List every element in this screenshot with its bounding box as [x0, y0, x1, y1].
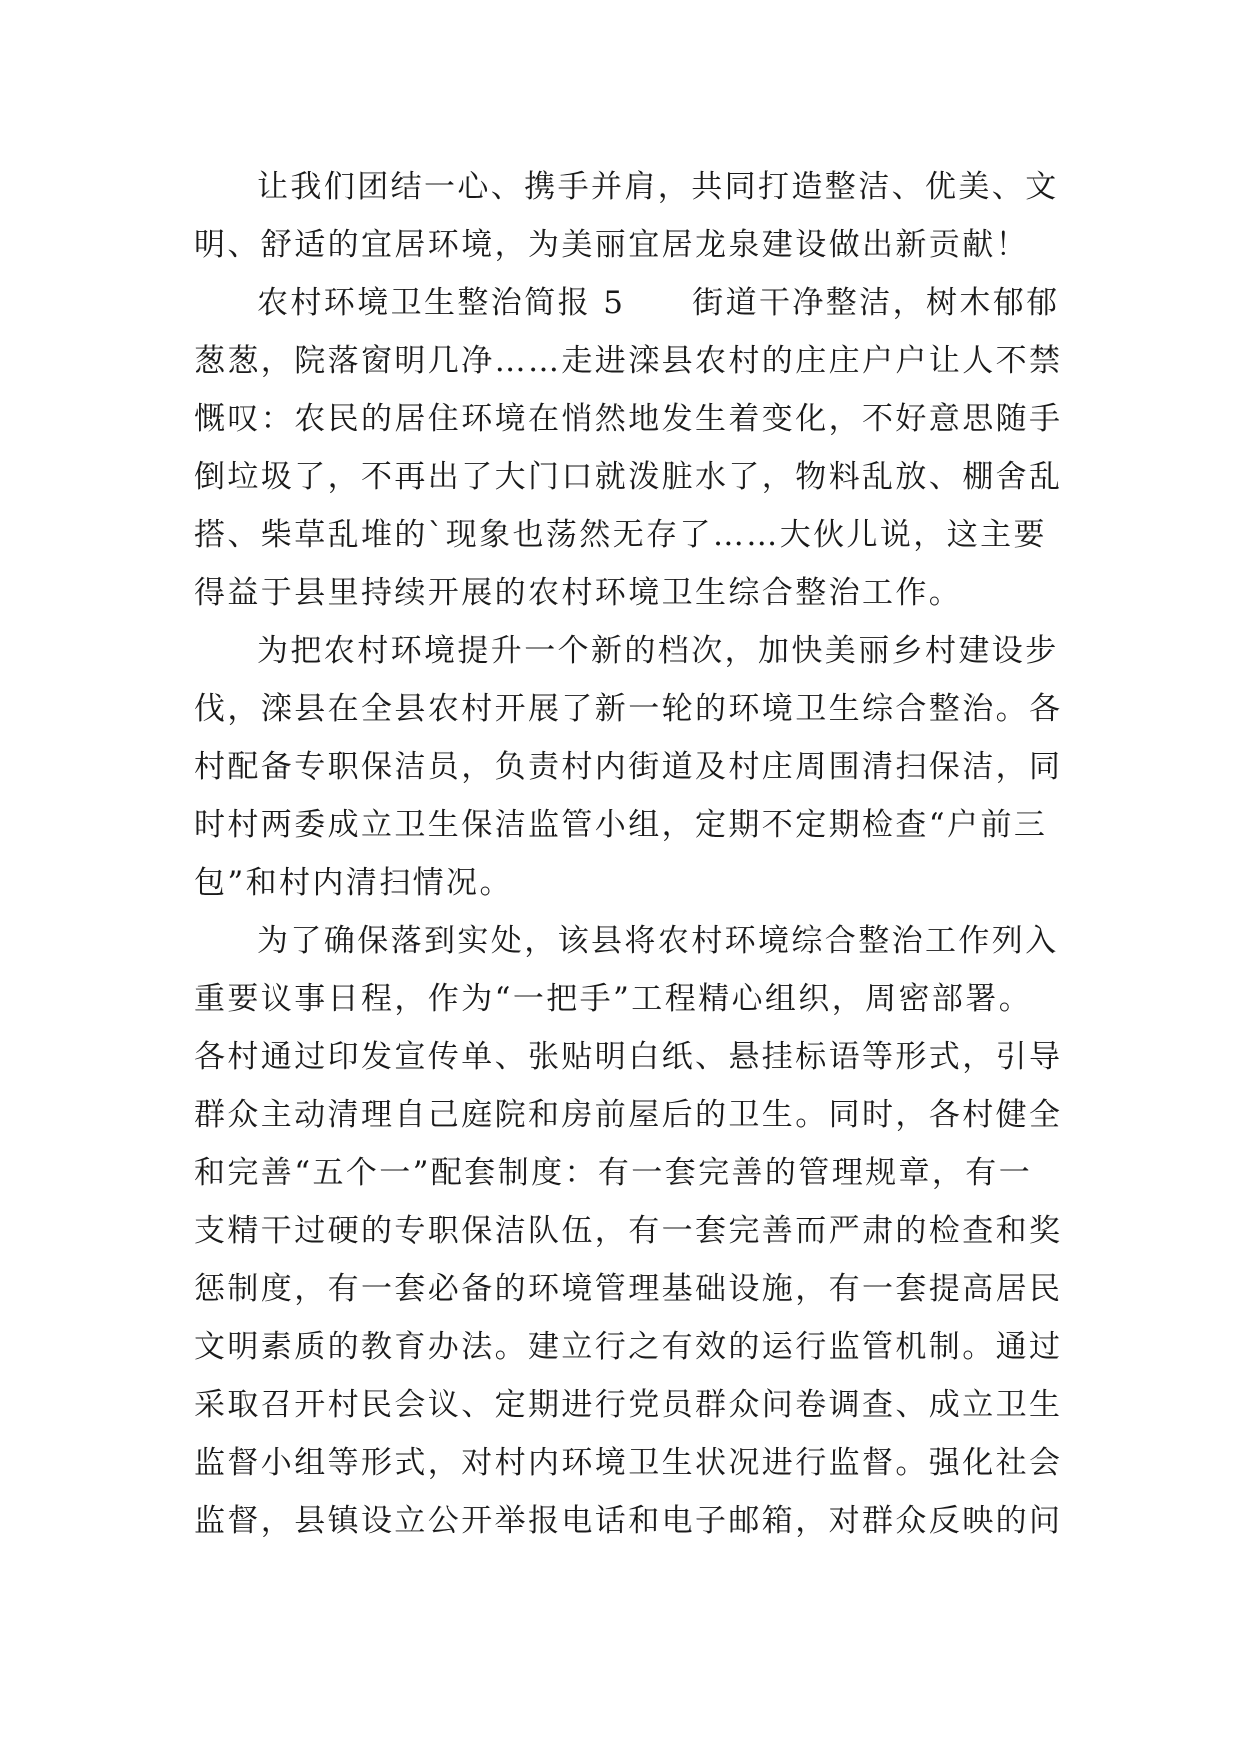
text-line: 监督，县镇设立公开举报电话和电子邮箱，对群众反映的问	[194, 1503, 1063, 1539]
text-line: 支精干过硬的专职保洁队伍，有一套完善而严肃的检查和奖	[194, 1213, 1063, 1249]
text-line: 文明素质的教育办法。建立行之有效的运行监管机制。通过	[194, 1329, 1063, 1365]
text-line: 群众主动清理自己庭院和房前屋后的卫生。同时，各村健全	[194, 1097, 1063, 1133]
text-line: 搭、柴草乱堆的`现象也荡然无存了……大伙儿说，这主要	[194, 517, 1047, 553]
text-line: 监督小组等形式，对村内环境卫生状况进行监督。强化社会	[194, 1445, 1063, 1481]
text-line: 各村通过印发宣传单、张贴明白纸、悬挂标语等形式，引导	[194, 1039, 1063, 1075]
text-line: 为了确保落到实处，该县将农村环境综合整治工作列入	[257, 923, 1059, 959]
text-line: 和完善“五个一”配套制度：有一套完善的管理规章，有一	[194, 1155, 1033, 1191]
text-line: 明、舒适的宜居环境，为美丽宜居龙泉建设做出新贡献！	[194, 227, 1029, 263]
text-line: 葱葱，院落窗明几净……走进滦县农村的庄庄户户让人不禁	[194, 343, 1063, 379]
text-line: 农村环境卫生整治简报 5 街道干净整洁，树木郁郁	[257, 285, 1060, 321]
text-line: 慨叹：农民的居住环境在悄然地发生着变化，不好意思随手	[194, 401, 1063, 437]
text-line: 惩制度，有一套必备的环境管理基础设施，有一套提高居民	[194, 1271, 1063, 1307]
text-line: 为把农村环境提升一个新的档次，加快美丽乡村建设步	[257, 633, 1059, 669]
text-line: 倒垃圾了，不再出了大门口就泼脏水了，物料乱放、棚舍乱	[194, 459, 1063, 495]
text-line: 村配备专职保洁员，负责村内街道及村庄周围清扫保洁，同	[194, 749, 1063, 785]
text-line: 得益于县里持续开展的农村环境卫生综合整治工作。	[194, 575, 963, 611]
text-line: 包”和村内清扫情况。	[194, 865, 513, 901]
text-line: 采取召开村民会议、定期进行党员群众问卷调查、成立卫生	[194, 1387, 1063, 1423]
text-line: 伐，滦县在全县农村开展了新一轮的环境卫生综合整治。各	[194, 691, 1063, 727]
text-line: 让我们团结一心、携手并肩，共同打造整洁、优美、文	[257, 169, 1059, 205]
text-line: 时村两委成立卫生保洁监管小组，定期不定期检查“户前三	[194, 807, 1048, 843]
text-line: 重要议事日程，作为“一把手”工程精心组织，周密部署。	[194, 981, 1033, 1017]
